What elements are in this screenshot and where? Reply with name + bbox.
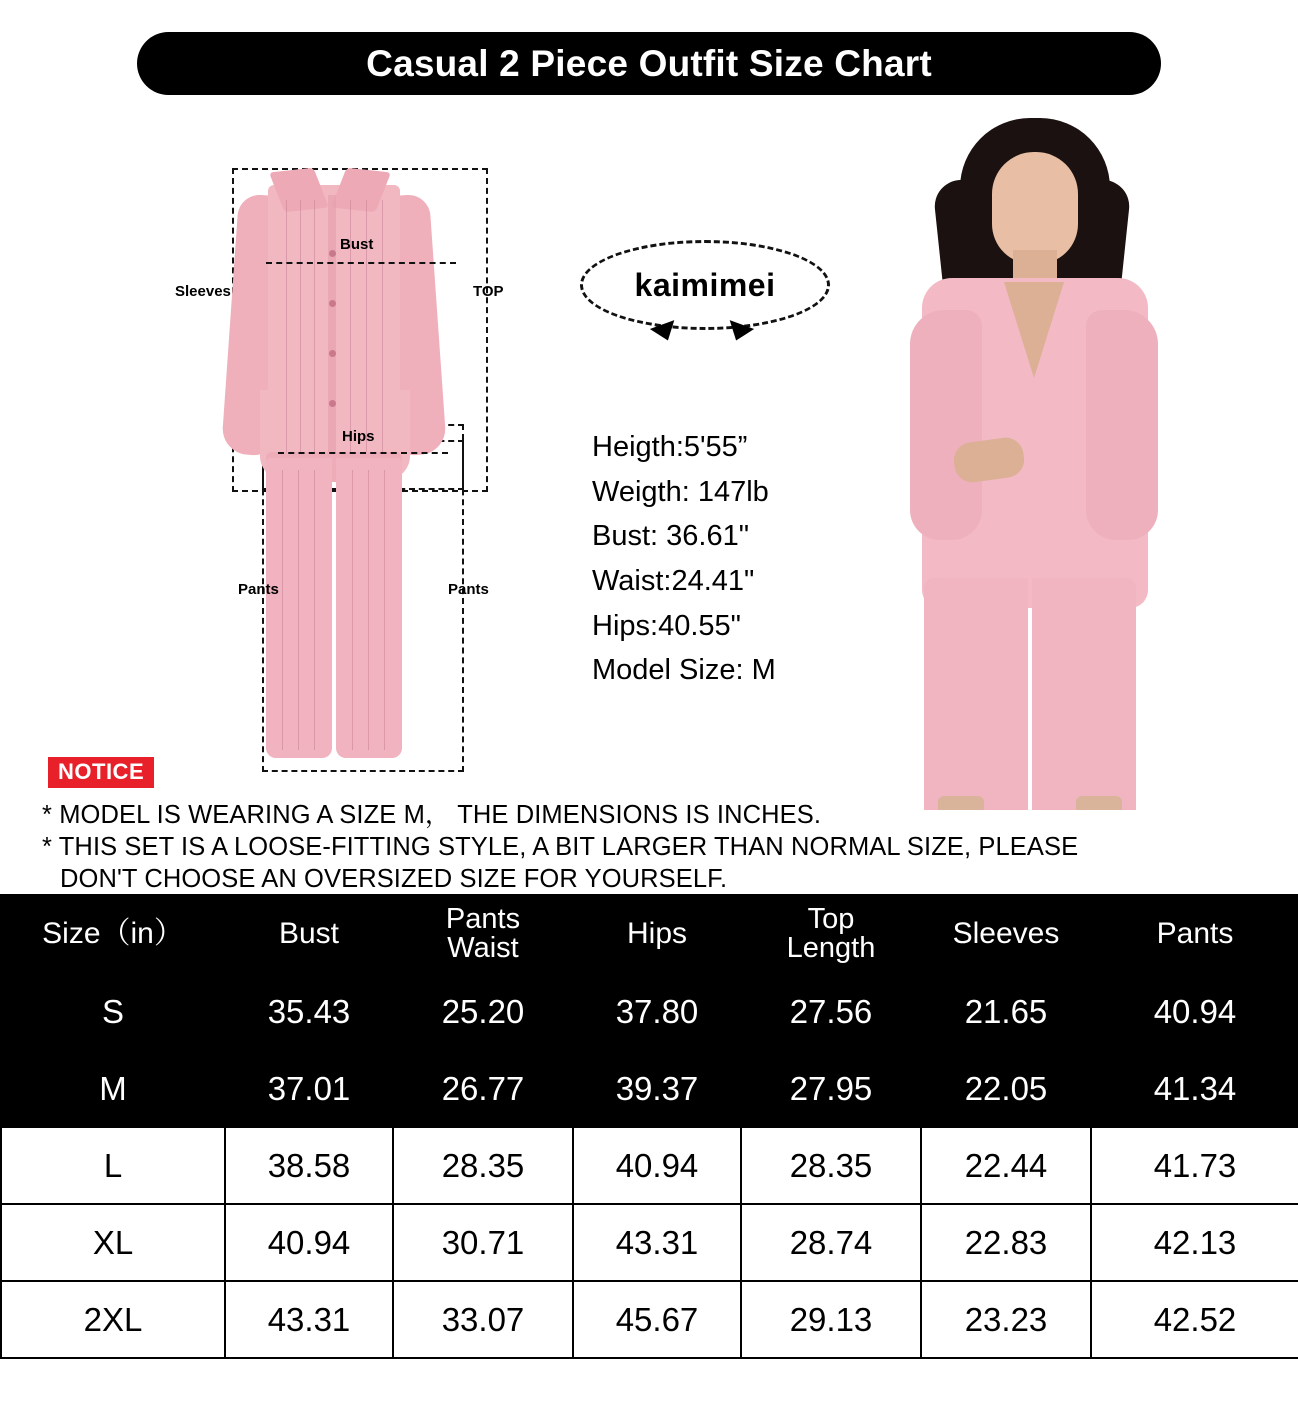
label-pants-right: Pants [448, 581, 489, 598]
cell-bust: 38.58 [225, 1127, 393, 1204]
garment-diagram [175, 140, 550, 800]
notice-line-2: * THIS SET IS A LOOSE-FITTING STYLE, A BIT LARGER THAN NORMAL SIZE, PLEASE [42, 833, 1079, 862]
page-title: Casual 2 Piece Outfit Size Chart [366, 42, 932, 84]
table-row [1, 1281, 1298, 1358]
column-header-top-length-line2: Length [786, 932, 876, 964]
model-spec-weight: Weigth: 147lb [592, 475, 769, 508]
column-header-hips: Hips [573, 895, 741, 973]
cell-hips: 45.67 [573, 1281, 741, 1358]
cell-top-length: 27.56 [741, 973, 921, 1050]
model-spec-list [592, 425, 922, 693]
column-header-sleeves: Sleeves [921, 895, 1091, 973]
cell-bust: 43.31 [225, 1281, 393, 1358]
column-header-size: Size（in） [1, 895, 225, 973]
size-chart-table [0, 894, 1298, 1359]
page-title-bar [137, 32, 1161, 95]
label-pants-left: Pants [238, 581, 279, 598]
model-sleeve-right [1086, 310, 1158, 540]
fabric-pleat [282, 470, 283, 750]
model-spec-waist: Waist:24.41" [592, 564, 755, 597]
cell-sleeves: 22.05 [921, 1050, 1091, 1127]
pants-leg-left [266, 458, 332, 758]
cell-size: M [1, 1050, 225, 1127]
cell-pants: 42.13 [1091, 1204, 1298, 1281]
column-header-top-length-line1: Top [807, 903, 855, 935]
model-pants-left [924, 578, 1028, 810]
column-header-pants-waist-line1: Pants [445, 903, 521, 935]
fabric-pleat [286, 200, 287, 470]
cell-sleeves: 22.83 [921, 1204, 1091, 1281]
table-header-row [1, 895, 1298, 973]
notice-line-1: * MODEL IS WEARING A SIZE M， THE DIMENSIONS IS INCHES. [42, 801, 822, 829]
cell-sleeves: 23.23 [921, 1281, 1091, 1358]
cell-pants: 40.94 [1091, 973, 1298, 1050]
cell-top-length: 29.13 [741, 1281, 921, 1358]
cell-sleeves: 22.44 [921, 1127, 1091, 1204]
model-pants-right [1032, 578, 1136, 810]
cell-pants-waist: 28.35 [393, 1127, 573, 1204]
cell-bust: 40.94 [225, 1204, 393, 1281]
brand-name: kaimimei [634, 266, 776, 303]
fabric-pleat [382, 200, 383, 470]
cell-sleeves: 21.65 [921, 973, 1091, 1050]
table-row [1, 1050, 1298, 1127]
cell-top-length: 28.74 [741, 1204, 921, 1281]
notice-badge: NOTICE [48, 757, 154, 788]
model-face [992, 152, 1078, 264]
cell-top-length: 28.35 [741, 1127, 921, 1204]
column-header-pants-waist-line2: Waist [447, 932, 519, 964]
fabric-pleat [368, 470, 369, 750]
cell-pants: 41.34 [1091, 1050, 1298, 1127]
cell-pants: 41.73 [1091, 1127, 1298, 1204]
model-spec-size: Model Size: M [592, 654, 776, 687]
fabric-pleat [298, 470, 299, 750]
cell-hips: 39.37 [573, 1050, 741, 1127]
fabric-pleat [300, 200, 301, 470]
fabric-pleat [314, 200, 315, 470]
notice-text [42, 800, 1267, 896]
cell-pants-waist: 30.71 [393, 1204, 573, 1281]
notice-line-3: DON'T CHOOSE AN OVERSIZED SIZE FOR YOURSELF. [60, 865, 728, 894]
column-header-pants-waist [393, 895, 573, 973]
label-sleeves: Sleeves [175, 283, 231, 300]
model-spec-bust: Bust: 36.61" [592, 520, 750, 553]
model-spec-hips: Hips:40.55" [592, 609, 741, 642]
cell-bust: 37.01 [225, 1050, 393, 1127]
cell-size: S [1, 973, 225, 1050]
cell-pants: 42.52 [1091, 1281, 1298, 1358]
cell-pants-waist: 25.20 [393, 973, 573, 1050]
column-header-pants: Pants [1091, 895, 1298, 973]
cell-pants-waist: 33.07 [393, 1281, 573, 1358]
column-header-bust: Bust [225, 895, 393, 973]
cell-size: 2XL [1, 1281, 225, 1358]
shirt-button [329, 300, 336, 307]
cell-top-length: 27.95 [741, 1050, 921, 1127]
shirt-placket [328, 195, 336, 475]
column-header-top-length [741, 895, 921, 973]
model-photo [880, 110, 1180, 810]
cell-size: XL [1, 1204, 225, 1281]
cell-size: L [1, 1127, 225, 1204]
cell-pants-waist: 26.77 [393, 1050, 573, 1127]
fabric-pleat [352, 470, 353, 750]
table-row [1, 1204, 1298, 1281]
shirt-button [329, 250, 336, 257]
shirt-button [329, 400, 336, 407]
shirt-button [329, 350, 336, 357]
cell-hips: 43.31 [573, 1204, 741, 1281]
cell-hips: 37.80 [573, 973, 741, 1050]
table-row [1, 973, 1298, 1050]
cell-bust: 35.43 [225, 973, 393, 1050]
pants-leg-right [336, 458, 402, 758]
label-top: TOP [473, 283, 504, 300]
cell-hips: 40.94 [573, 1127, 741, 1204]
brand-logo [580, 240, 830, 330]
bust-guide-line [266, 262, 456, 264]
model-spec-height: Heigth:5'55” [592, 431, 748, 463]
model-sleeve-left [910, 310, 982, 540]
hips-guide-line [278, 452, 448, 454]
fabric-pleat [314, 470, 315, 750]
label-bust: Bust [340, 236, 374, 253]
fabric-pleat [384, 470, 385, 750]
label-hips: Hips [342, 428, 375, 445]
table-row [1, 1127, 1298, 1204]
